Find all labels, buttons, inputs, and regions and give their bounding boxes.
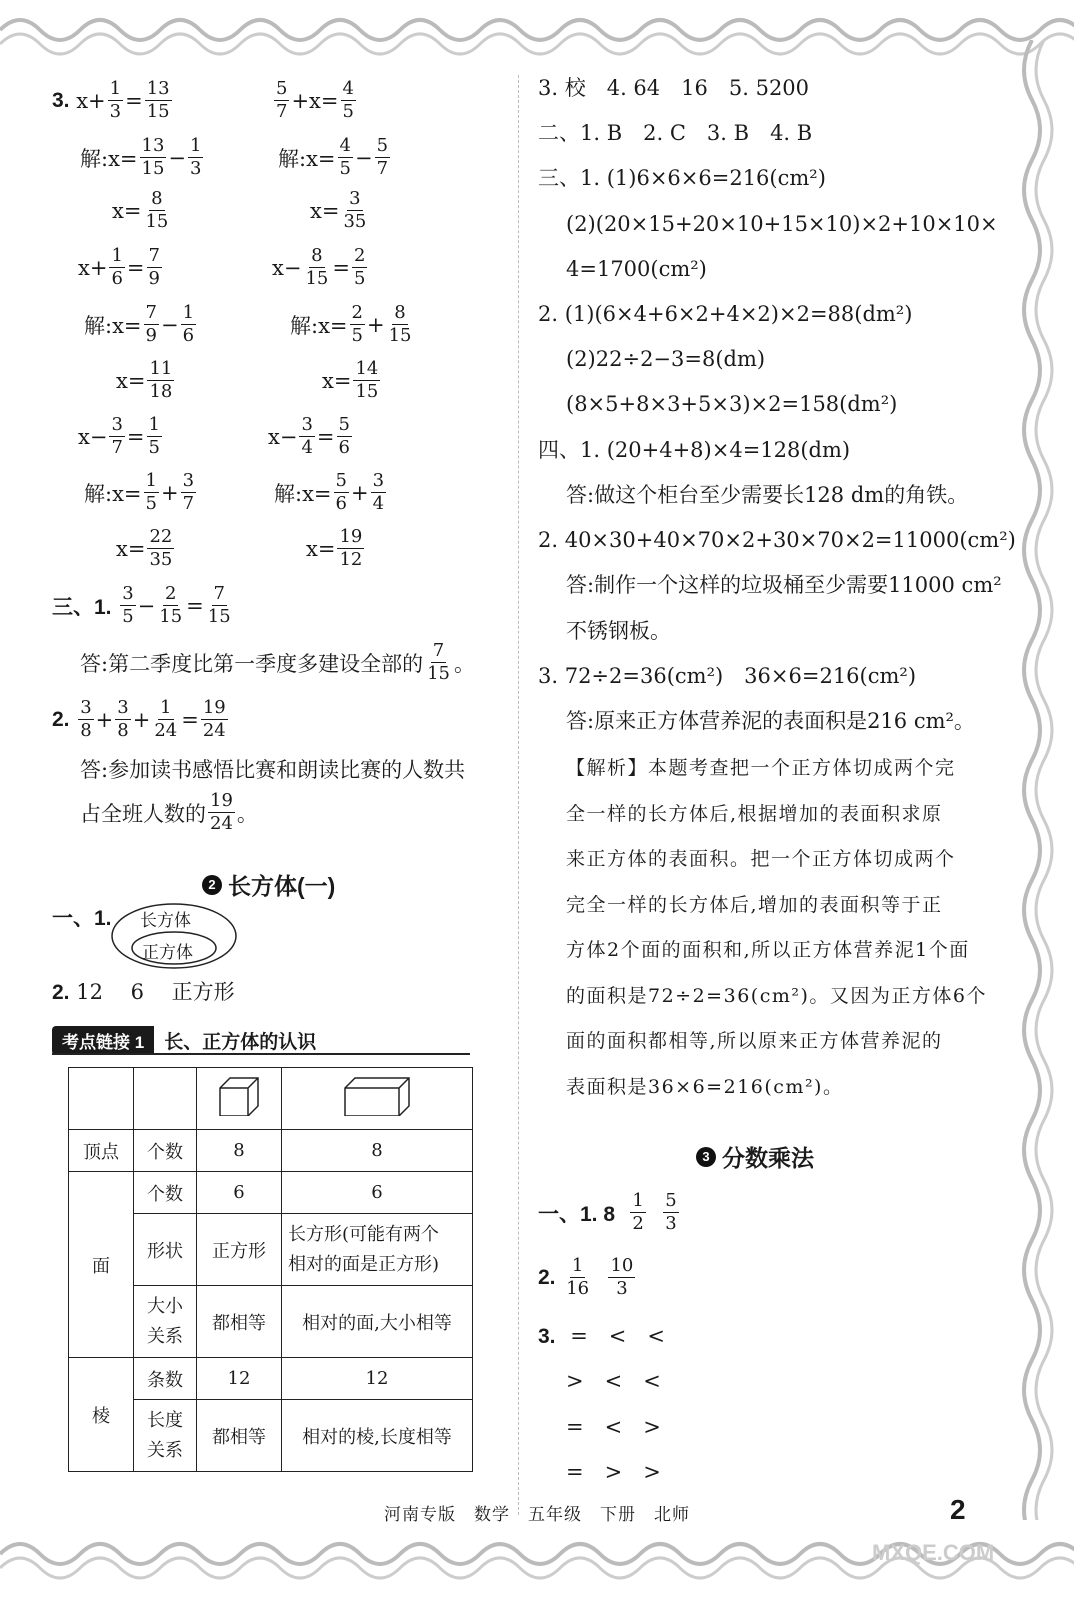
sec3-answer1: 答:第二季度比第一季度多建设全部的 $\frac{7}{15}$ 。 xyxy=(80,640,475,684)
r-line13: 不锈钢板。 xyxy=(566,619,671,643)
eq1-result: x= $\frac{8}{15}$ xyxy=(112,188,169,232)
oval-inner-label: 正方体 xyxy=(142,943,193,963)
fraction: $\frac{1}{3}$ xyxy=(109,78,122,122)
eq3-solution: 解:x= $\frac{7}{9}$ − $\frac{1}{6}$ xyxy=(84,302,195,346)
chapter-title: 3 分数乘法 xyxy=(696,1140,814,1173)
sec3-q1: 三、1. $\frac{3}{5}$ − $\frac{2}{15}$ = $\frac{7}{15}$ xyxy=(52,583,231,627)
r-line9: 四、1. (20+4+8)×4=128(dm) xyxy=(538,438,851,462)
chapter-badge: 3 xyxy=(696,1147,716,1167)
row-vertex: 顶点 xyxy=(69,1130,134,1172)
analysis-block: 【解析】本题考查把一个正方体切成两个完 全一样的长方体后,根据增加的表面积求原 来正方体的表面积。把一个正方体切成两个 完全一样的长方体后,增加的表面积等于正 方体2个面的面积和,所以正方体营养泥1个面 的面积是72÷2=36(cm²)。又因为正方体6个 面的面积都相等,所以原来正方体营养泥的 表面积是36×6=216(cm²)。 xyxy=(566,757,987,1098)
row-face: 面 xyxy=(69,1172,134,1358)
kp-rule xyxy=(52,1053,470,1055)
watermark: MXQE.COM xyxy=(872,1540,995,1565)
c3-q1: 一、1. 8 $\frac{1}{2}$ $\frac{5}{3}$ xyxy=(538,1190,677,1234)
r-line11: 2. 40×30+40×70×2+30×70×2=11000(cm²) xyxy=(538,528,1016,552)
c3-q2: 2. $\frac{1}{16}$ $\frac{10}{3}$ xyxy=(538,1255,634,1299)
r-line1: 3. 校 4. 64 16 5. 5200 xyxy=(538,76,810,100)
eq6-result: x= $\frac{19}{12}$ xyxy=(306,526,363,570)
r-line4: (2)(20×15+20×10+15×10)×2+10×10× xyxy=(566,212,998,236)
chapter-title: 2 长方体(一) xyxy=(202,868,335,901)
right-wave-border xyxy=(1010,40,1060,1520)
eq2-solution: 解:x= $\frac{4}{5}$ − $\frac{5}{7}$ xyxy=(278,135,389,179)
c2-q2: 2. 12 6 正方形 xyxy=(52,980,235,1004)
sec3-q2: 2. $\frac{3}{8}$ + $\frac{3}{8}$ + $\frac{1}{24}$ = $\frac{19}{24}$ xyxy=(52,697,226,741)
eq1-solution: 解:x= $\frac{13}{15}$ − $\frac{1}{3}$ xyxy=(80,135,202,179)
r-line3: 三、1. (1)6×6×6=216(cm²) xyxy=(538,166,826,190)
eq6-solution: 解:x= $\frac{5}{6}$ + $\frac{3}{4}$ xyxy=(274,470,385,514)
row-edge: 棱 xyxy=(69,1358,134,1472)
eq4-problem: x− $\frac{8}{15}$ = $\frac{2}{5}$ xyxy=(272,245,366,289)
column-divider xyxy=(518,75,519,1515)
r-line10: 答:做这个柜台至少需要长128 dm的角铁。 xyxy=(566,483,969,507)
eq2-problem: $\frac{5}{7}$ +x= $\frac{4}{5}$ xyxy=(276,78,354,122)
r-line8: (8×5+8×3+5×3)×2=158(dm²) xyxy=(566,392,898,416)
set-diagram xyxy=(110,900,238,970)
eq4-solution: 解:x= $\frac{2}{5}$ + $\frac{8}{15}$ xyxy=(290,302,412,346)
question-number: 3. xyxy=(52,88,70,112)
eq3-problem: x+ $\frac{1}{6}$ = $\frac{7}{9}$ xyxy=(78,245,160,289)
c2-q1-label: 一、1. xyxy=(52,907,112,930)
footer-info: 河南专版 数学 五年级 下册 北师 xyxy=(384,1505,690,1525)
r-line14: 3. 72÷2=36(cm²) 36×6=216(cm²) xyxy=(538,664,917,688)
c3-q3: 3. = < < xyxy=(538,1324,665,1348)
eq2-result: x= $\frac{3}{35}$ xyxy=(310,188,367,232)
r-line15: 答:原来正方体营养泥的表面积是216 cm²。 xyxy=(566,709,975,733)
eq6-problem: x− $\frac{3}{4}$ = $\frac{5}{6}$ xyxy=(268,414,350,458)
top-wave-border xyxy=(0,0,1074,70)
eq5-result: x= $\frac{22}{35}$ xyxy=(116,526,173,570)
cuboid-figure xyxy=(282,1068,473,1130)
sec3-answer2b: 占全班人数的 $\frac{19}{24}$ 。 xyxy=(80,790,258,834)
page-number: 2 xyxy=(950,1494,966,1525)
kp-badge: 考点链接 1 xyxy=(52,1026,154,1055)
eq3-result: x= $\frac{11}{18}$ xyxy=(116,358,173,402)
r-line2: 二、1. B 2. C 3. B 4. B xyxy=(538,121,813,145)
sec3-answer2a: 答:参加读书感悟比赛和朗读比赛的人数共 xyxy=(80,758,466,782)
eq5-problem: x− $\frac{3}{7}$ = $\frac{1}{5}$ xyxy=(78,414,160,458)
eq5-solution: 解:x= $\frac{1}{5}$ + $\frac{3}{7}$ xyxy=(84,470,195,514)
c3-q3-row4: = > > xyxy=(566,1460,661,1484)
r-line6: 2. (1)(6×4+6×2+4×2)×2=88(dm²) xyxy=(538,302,913,326)
oval-outer-label: 长方体 xyxy=(140,911,191,931)
eq4-result: x= $\frac{14}{15}$ xyxy=(322,358,379,402)
eq-text: x+ xyxy=(76,88,106,113)
cube-cuboid-table: 顶点 个数 8 8 面 个数 6 6 形状 正方形 长方形(可能有两个 相对的面是正方形) 大小 关系 都相等 相对的面,大小相等 棱 条数 12 12 长度 关系 都相等 相对的棱,长度相等 xyxy=(68,1067,473,1472)
cube-figure xyxy=(197,1068,282,1130)
c3-q3-row3: = < > xyxy=(566,1415,661,1439)
r-line5: 4=1700(cm²) xyxy=(566,257,707,281)
r-line7: (2)22÷2−3=8(dm) xyxy=(566,347,766,371)
r-line12: 答:制作一个这样的垃圾桶至少需要11000 cm² xyxy=(566,573,1002,597)
eq1-problem: 3. x+ $\frac{1}{3}$ = $\frac{13}{15}$ xyxy=(52,78,170,122)
c3-q3-row2: > < < xyxy=(566,1369,661,1393)
kp-header: 考点链接 1 长、正方体的认识 xyxy=(52,1026,316,1055)
chapter-badge: 2 xyxy=(202,875,222,895)
fraction: $\frac{13}{15}$ xyxy=(146,78,170,122)
